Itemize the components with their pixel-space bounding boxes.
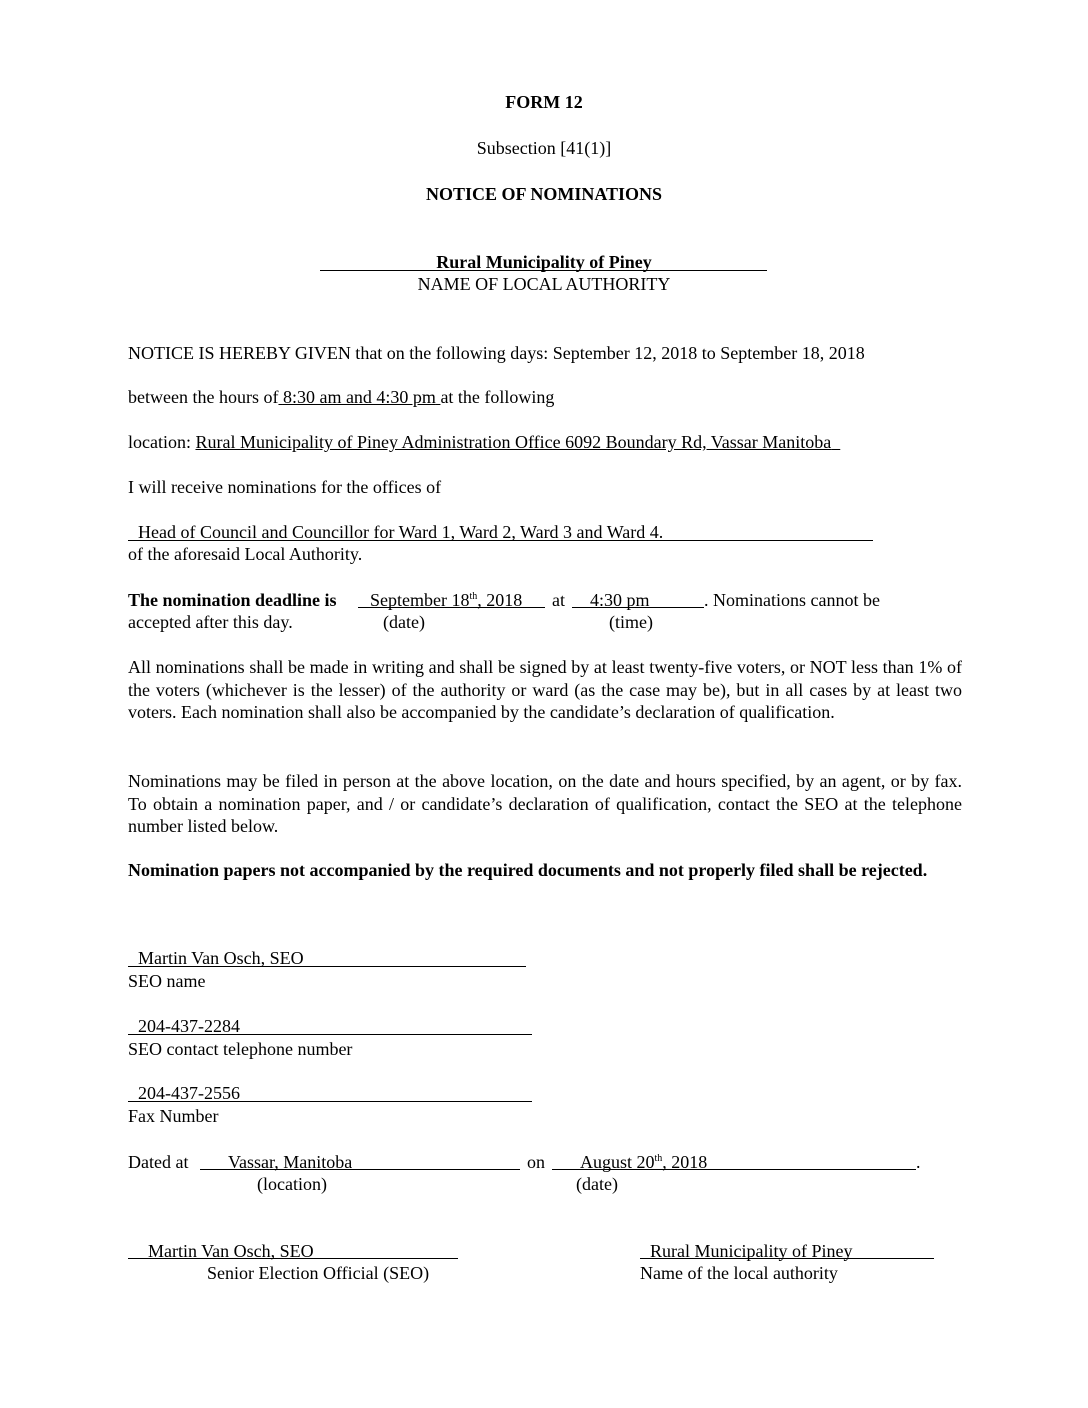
deadline-time: 4:30 pm <box>590 590 650 610</box>
location-prefix: location: <box>128 432 191 452</box>
deadline-date: September 18th, 2018 <box>370 590 523 610</box>
page-title: NOTICE OF NOMINATIONS <box>425 184 663 204</box>
days-value: September 12, 2018 to September 18, 2018 <box>552 343 865 363</box>
seo-fax-label: Fax Number <box>128 1106 219 1126</box>
seo-phone-label: SEO contact telephone number <box>128 1039 353 1059</box>
hours-suffix: at the following <box>440 387 555 407</box>
hours-prefix: between the hours of <box>128 387 279 407</box>
deadline-at: at <box>552 590 565 610</box>
dated-prefix: Dated at <box>128 1152 189 1172</box>
rules-paragraph: All nominations shall be made in writing and shall be signed by at least twenty-five voters, or NOT less than 1% of the voters (whichever is the lesser) of the authority or ward (as the case may be), but in all cases by at least two voters. Each nomination shall also be accompanied by the candidate’s declaration of qualification. <box>128 657 962 723</box>
location-line <box>128 431 840 453</box>
warning-paragraph: Nomination papers not accompanied by the required documents and not properly filed shall be rejected. <box>128 860 928 880</box>
deadline-time-label: (time) <box>609 612 653 632</box>
filing-paragraph: Nominations may be filed in person at the above location, on the date and hours specified, by an agent, or by fax. To obtain a nomination paper, and / or candidate’s declaration of qualification, contact the SEO at the telephone number listed below. <box>128 771 962 837</box>
subsection: Subsection [41(1)] <box>476 138 612 158</box>
deadline-date-label: (date) <box>383 612 425 632</box>
dated-on: on <box>527 1152 545 1172</box>
location-value: Rural Municipality of Piney Administration Office 6092 Boundary Rd, Vassar Manitoba <box>195 432 832 452</box>
dated-end: . <box>916 1152 921 1172</box>
authority-signature-label: Name of the local authority <box>640 1263 838 1283</box>
seo-name-label: SEO name <box>128 971 206 991</box>
official-name: Martin Van Osch, SEO <box>148 1241 314 1261</box>
deadline-suffix: . Nominations cannot be <box>704 590 880 610</box>
hours-line <box>128 386 554 408</box>
dated-location-label: (location) <box>257 1174 327 1194</box>
dated-location: Vassar, Manitoba <box>228 1152 353 1172</box>
official-label: Senior Election Official (SEO) <box>207 1263 430 1283</box>
authority-name: Rural Municipality of Piney <box>436 252 652 272</box>
authority-signature-name: Rural Municipality of Piney <box>650 1241 853 1261</box>
form-number: FORM 12 <box>505 92 583 112</box>
offices-value: Head of Council and Councillor for Ward 1, Ward 2, Ward 3 and Ward 4. <box>138 522 664 542</box>
deadline-line2: accepted after this day. <box>128 612 293 632</box>
seo-phone-value: 204-437-2284 <box>138 1016 240 1036</box>
seo-fax-value: 204-437-2556 <box>138 1083 240 1103</box>
seo-name-value: Martin Van Osch, SEO <box>138 948 304 968</box>
hours-value: 8:30 am and 4:30 pm <box>282 387 436 407</box>
deadline-label: The nomination deadline is <box>128 590 337 610</box>
dated-date-label: (date) <box>576 1174 618 1194</box>
dated-date: August 20th, 2018 <box>580 1152 708 1172</box>
offices-suffix: of the aforesaid Local Authority. <box>128 544 363 564</box>
days-line <box>128 342 865 364</box>
days-prefix: NOTICE IS HEREBY GIVEN that on the following days: <box>128 343 549 363</box>
authority-label: NAME OF LOCAL AUTHORITY <box>417 274 671 294</box>
offices-intro: I will receive nominations for the offices of <box>128 477 442 497</box>
